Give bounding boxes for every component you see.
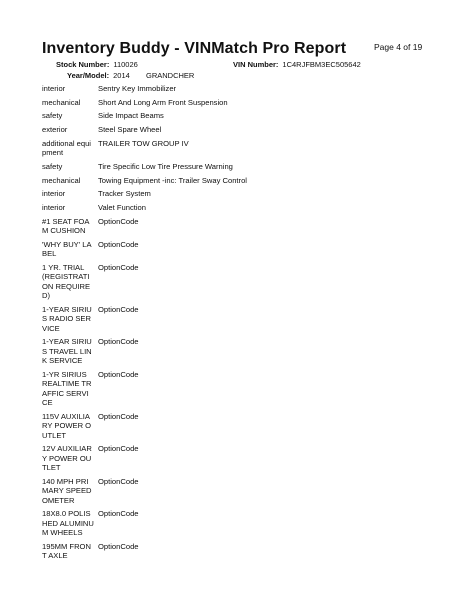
stock-number-value: 110026 [113,60,138,69]
row-category: interior [42,84,66,93]
equipment-table [42,84,332,565]
row-description: OptionCode [98,216,139,226]
table-row [42,370,332,408]
table-row [42,84,332,93]
row-description: OptionCode [98,444,139,454]
table-row [42,263,332,301]
row-description: OptionCode [98,411,139,421]
row-description: Valet Function [98,203,146,213]
row-category: 'WHY BUY' LABEL [42,239,92,259]
model-name: GRANDCHER [146,71,195,80]
row-category: 195MM FRONT AXLE [42,541,91,561]
row-description: OptionCode [98,541,139,551]
row-category: 1 YR. TRIAL (REGISTRATION REQUIRED) [42,262,91,301]
row-category: mechanical [42,97,81,107]
row-category: 1-YEAR SIRIUS TRAVEL LINK SERVICE [42,337,92,366]
row-description: OptionCode [98,239,139,249]
row-category: #1 SEAT FOAM CUSHION [42,216,90,236]
table-row [42,444,332,472]
stock-number [56,60,138,69]
table-row [42,162,332,171]
row-description: Sentry Key Immobilizer [98,84,177,93]
vin-number-value: 1C4RJFBM3EC505642 [282,60,361,69]
table-row [42,305,332,333]
row-description: Side Impact Beams [98,111,164,121]
row-description: Steel Spare Wheel [98,125,162,135]
row-category: interior [42,189,66,199]
table-row [42,189,332,198]
row-category: 12V AUXILIARY POWER OUTLET [42,444,92,473]
row-description: OptionCode [98,509,139,519]
table-row [42,477,332,505]
row-category: interior [42,203,66,213]
table-row [42,98,332,107]
row-description: Tracker System [98,189,151,199]
row-description: Short And Long Arm Front Suspension [98,97,228,107]
table-row [42,139,332,158]
table-row [42,542,332,561]
row-description: TRAILER TOW GROUP IV [98,138,189,148]
row-category: 1-YR SIRIUS REALTIME TRAFFIC SERVICE [42,369,92,408]
row-category: 140 MPH PRIMARY SPEEDOMETER [42,476,92,505]
row-category: 115V AUXILIARY POWER OUTLET [42,411,92,440]
table-row [42,509,332,537]
row-category: mechanical [42,175,81,185]
table-row [42,176,332,185]
row-category: 18X8.0 POLISHED ALUMINUM WHEELS [42,509,94,538]
stock-number-label: Stock Number: [56,60,110,69]
year-model [67,71,130,80]
row-description: Towing Equipment -inc: Trailer Sway Control [98,175,247,185]
row-category: exterior [42,125,68,135]
row-category: safety [42,161,63,171]
row-description: Tire Specific Low Tire Pressure Warning [98,161,233,171]
table-row [42,337,332,365]
row-category: 1-YEAR SIRIUS RADIO SERVICE [42,304,92,333]
table-row [42,125,332,134]
page-number: Page 4 of 19 [374,42,423,52]
report-title: Inventory Buddy - VINMatch Pro Report [42,40,347,57]
table-row [42,217,332,236]
row-category: safety [42,111,63,121]
row-description: OptionCode [98,369,139,379]
vin-number-label: VIN Number: [233,60,279,69]
row-description: OptionCode [98,337,139,347]
row-description: OptionCode [98,476,139,486]
year-model-label: Year/Model: [67,71,110,80]
table-row [42,203,332,212]
row-description: OptionCode [98,262,139,272]
row-category: additional equipment [42,138,91,158]
row-description: OptionCode [98,304,139,314]
year-value: 2014 [113,71,130,80]
table-row [42,240,332,259]
table-row [42,412,332,440]
vin-number [233,60,361,69]
table-row [42,111,332,120]
